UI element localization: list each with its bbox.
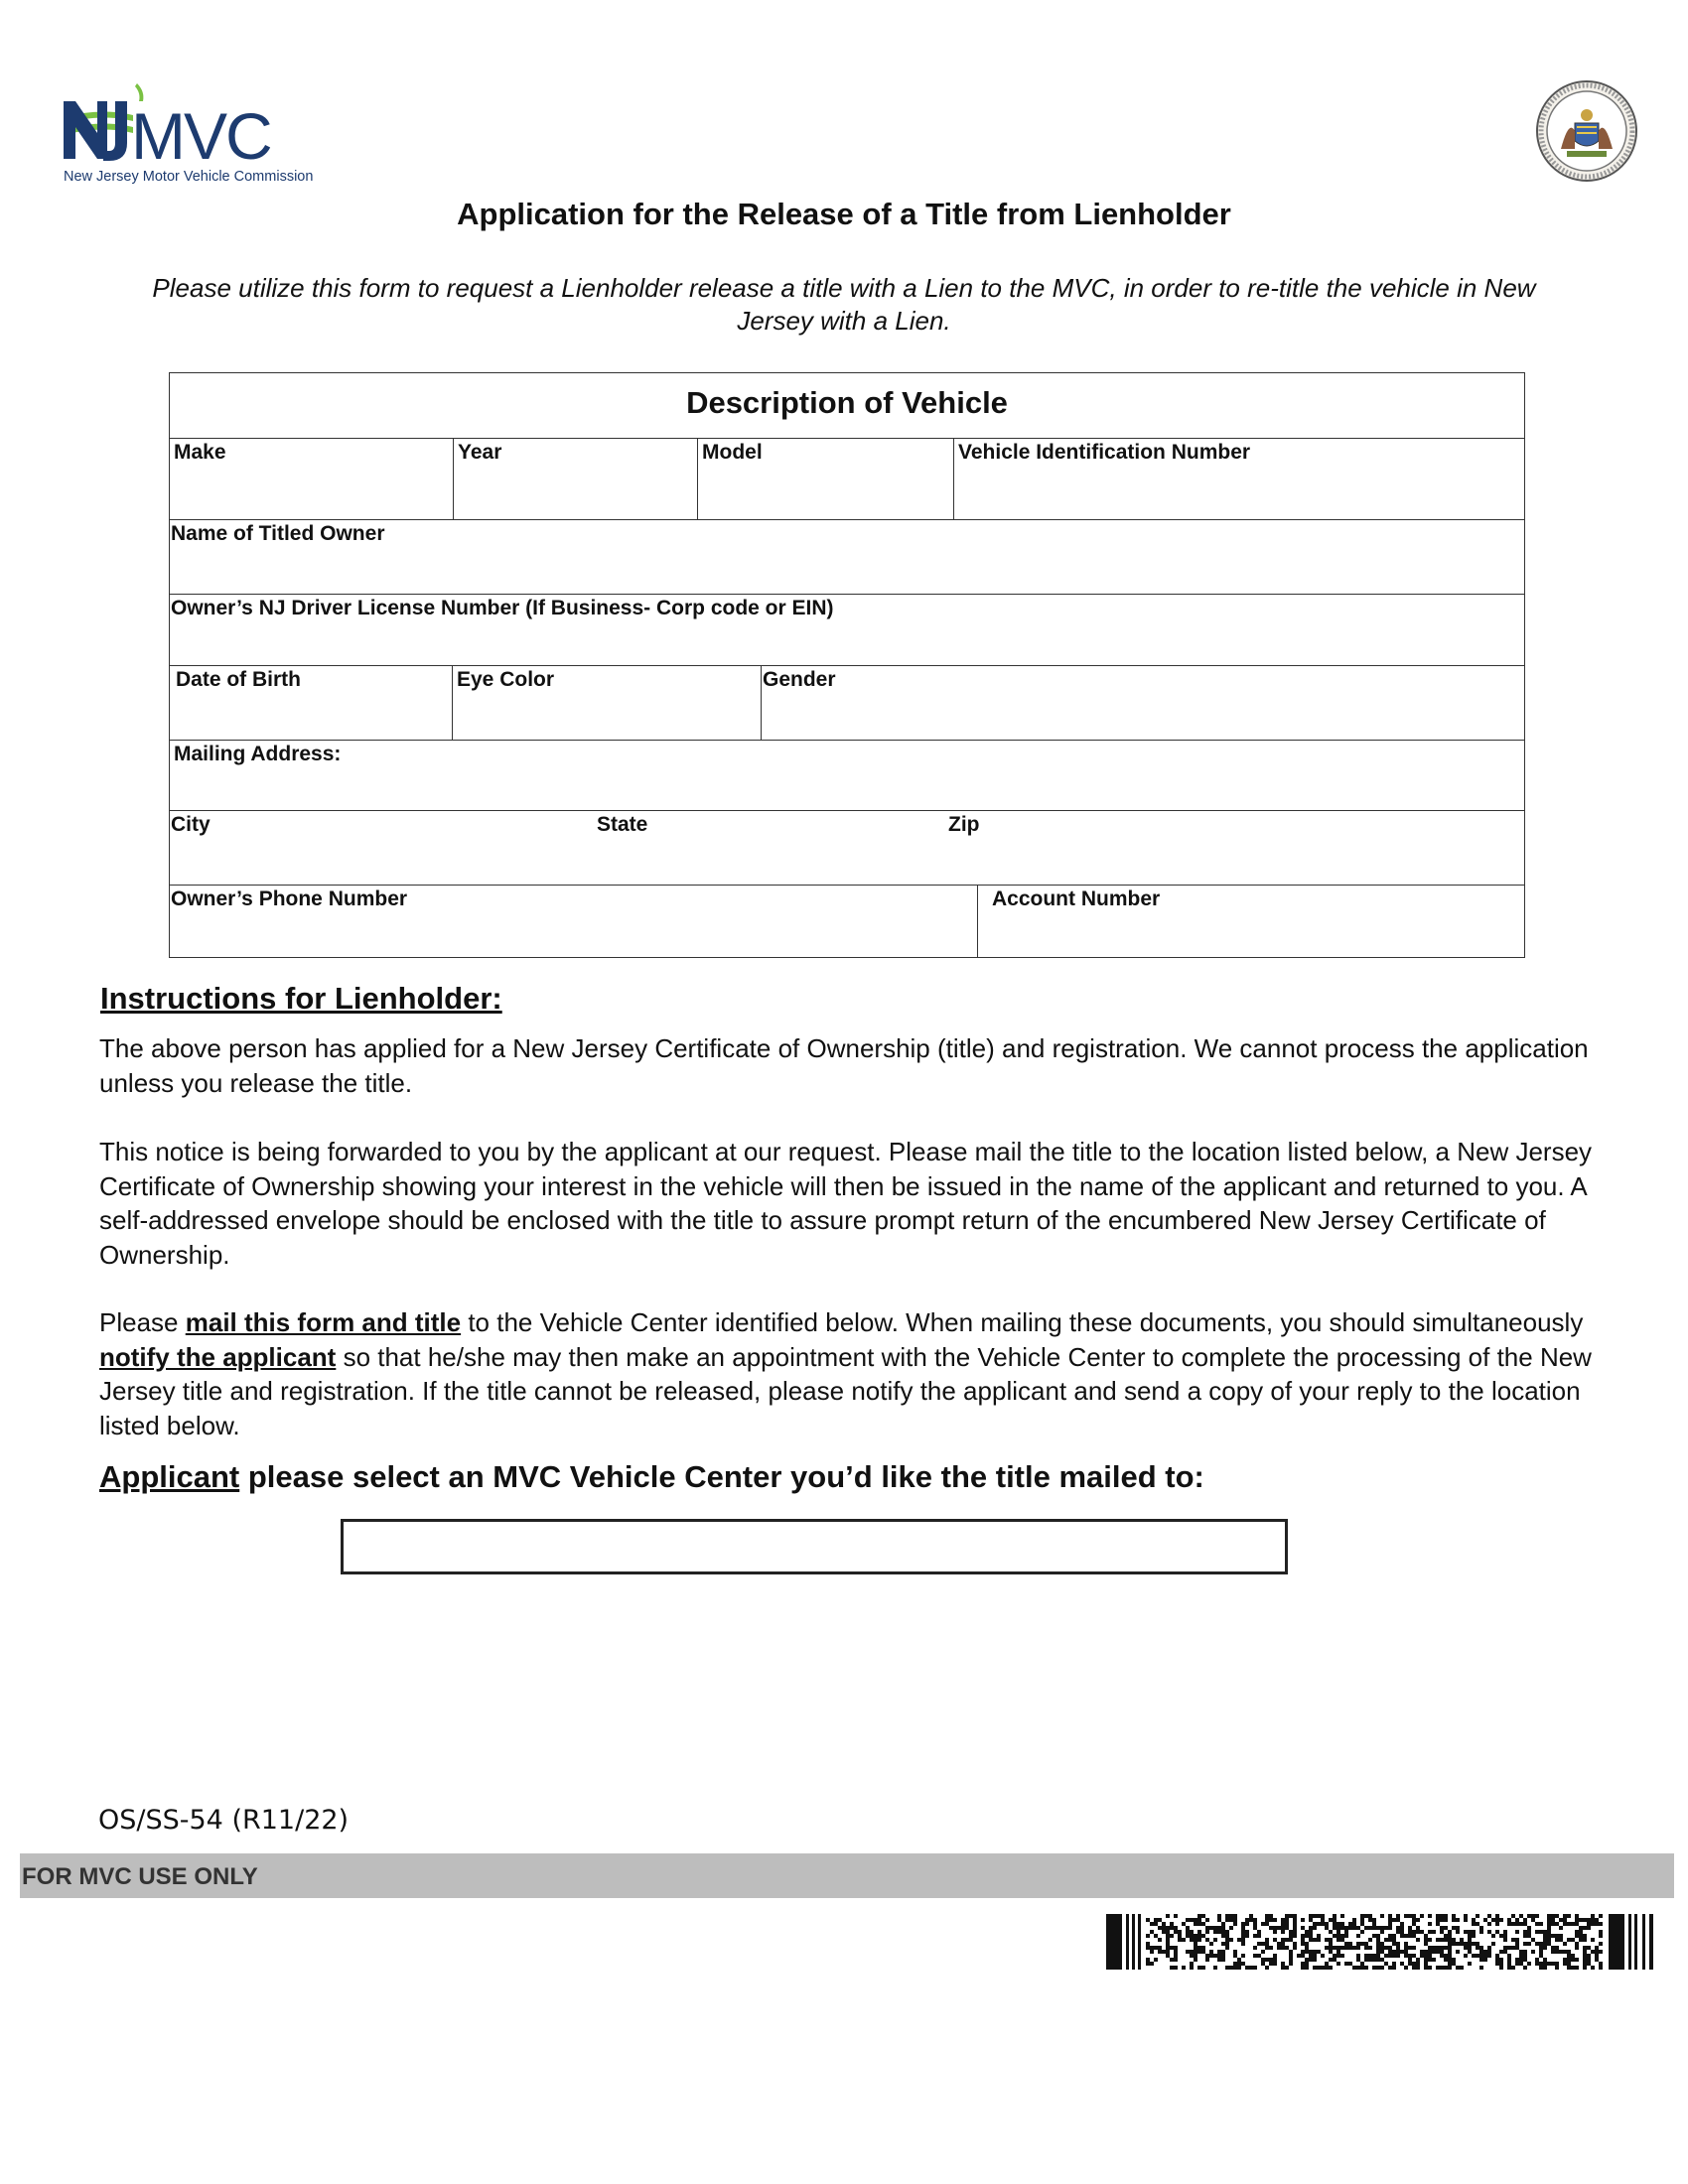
account-number-label: Account Number [992,887,1161,910]
p3-text-e: so that he/she may then make an appointment with the Vehicle Center to complete the processing of the New Jersey title and registration. If the title cannot be released, please notify the applicant and send a copy of your reply to the location listed below. [99,1341,1592,1440]
owner-name-label: Name of Titled Owner [171,522,385,545]
vin-label: Vehicle Identification Number [958,441,1251,464]
instructions-heading: Instructions for Lienholder: [100,981,502,1016]
model-cell [697,439,954,520]
instructions-paragraph-3 [99,1305,1609,1442]
gender-field[interactable] [764,692,1522,739]
state-seal-icon [1535,79,1638,183]
svg-text:MVC: MVC [131,99,271,169]
logo-caption: New Jersey Motor Vehicle Commission [64,169,314,185]
make-label: Make [174,441,226,464]
vehicle-row [170,438,1524,520]
mvc-use-only-bar [20,1853,1674,1898]
barcode-icon [1106,1914,1654,1970]
intro-text: Please utilize this form to request a Lienholder release a title with a Lien to the MVC, in order to re-title the vehicle in New Jersey with a Lien. [152,273,1536,336]
model-label: Model [702,441,763,464]
njmvc-logo [62,77,330,187]
license-field[interactable] [172,620,1522,664]
vin-field[interactable] [956,465,1522,518]
vehicle-description-table [169,372,1525,958]
contact-row [170,885,1524,957]
njmvc-logo-mark-icon [62,77,330,169]
page-title: Application for the Release of a Title from Lienholder [457,197,1231,231]
p3-emphasis-notify: notify the applicant [99,1341,337,1372]
p3-text-a: Please [99,1307,186,1337]
applicant-heading [99,1459,1204,1495]
phone-label: Owner’s Phone Number [171,887,408,910]
owner-name-field[interactable] [172,546,1522,593]
account-number-field[interactable] [980,911,1522,955]
personal-row [170,665,1524,741]
state-field[interactable] [599,837,942,884]
phone-field[interactable] [172,911,975,955]
p3-text-c: to the Vehicle Center identified below. When mailing these documents, you should simultaneously [461,1307,1584,1337]
license-label: Owner’s NJ Driver License Number (If Business- Corp code or EIN) [171,597,834,619]
address-row [170,740,1524,811]
model-field[interactable] [700,465,952,518]
applicant-heading-rest: please select an MVC Vehicle Center you’d like the title mailed to: [239,1459,1204,1494]
state-label: State [597,813,648,836]
year-field[interactable] [456,465,696,518]
make-cell [170,439,453,520]
city-label: City [171,813,211,836]
zip-field[interactable] [946,837,1522,884]
form-code: OS/SS-54 (R11/22) [98,1805,350,1836]
dob-field[interactable] [172,692,450,739]
license-row [170,594,1524,666]
year-cell [453,439,698,520]
table-heading: Description of Vehicle [686,385,1008,420]
mailing-address-label: Mailing Address: [174,743,342,765]
instructions-paragraph-2: This notice is being forwarded to you by the applicant at our request. Please mail the title to the location listed below, a New Jersey Certificate of Ownership showing your interest in the vehicle will then be issued in the name of the applicant and returned to you. A self-addressed envelope should be enclosed with the title to assure prompt return of the encumbered New Jersey Certificate of Ownership. [99,1137,1593,1270]
city-row [170,810,1524,886]
applicant-word: Applicant [99,1459,240,1494]
vin-cell [953,439,1524,520]
eye-color-label: Eye Color [457,668,555,691]
vehicle-center-select[interactable] [341,1519,1288,1574]
zip-label: Zip [948,813,980,836]
eye-color-field[interactable] [455,692,760,739]
instructions-paragraph-1: The above person has applied for a New Jersey Certificate of Ownership (title) and registration. We cannot process the application unless you release the title. [99,1033,1589,1098]
city-field[interactable] [172,837,595,884]
dob-label: Date of Birth [176,668,301,691]
owner-name-row [170,519,1524,595]
make-field[interactable] [172,465,451,518]
gender-label: Gender [763,668,836,691]
year-label: Year [458,441,502,464]
mvc-use-only-label: FOR MVC USE ONLY [22,1863,258,1890]
mailing-address-field[interactable] [172,766,1522,809]
p3-emphasis-mail: mail this form and title [185,1307,462,1337]
